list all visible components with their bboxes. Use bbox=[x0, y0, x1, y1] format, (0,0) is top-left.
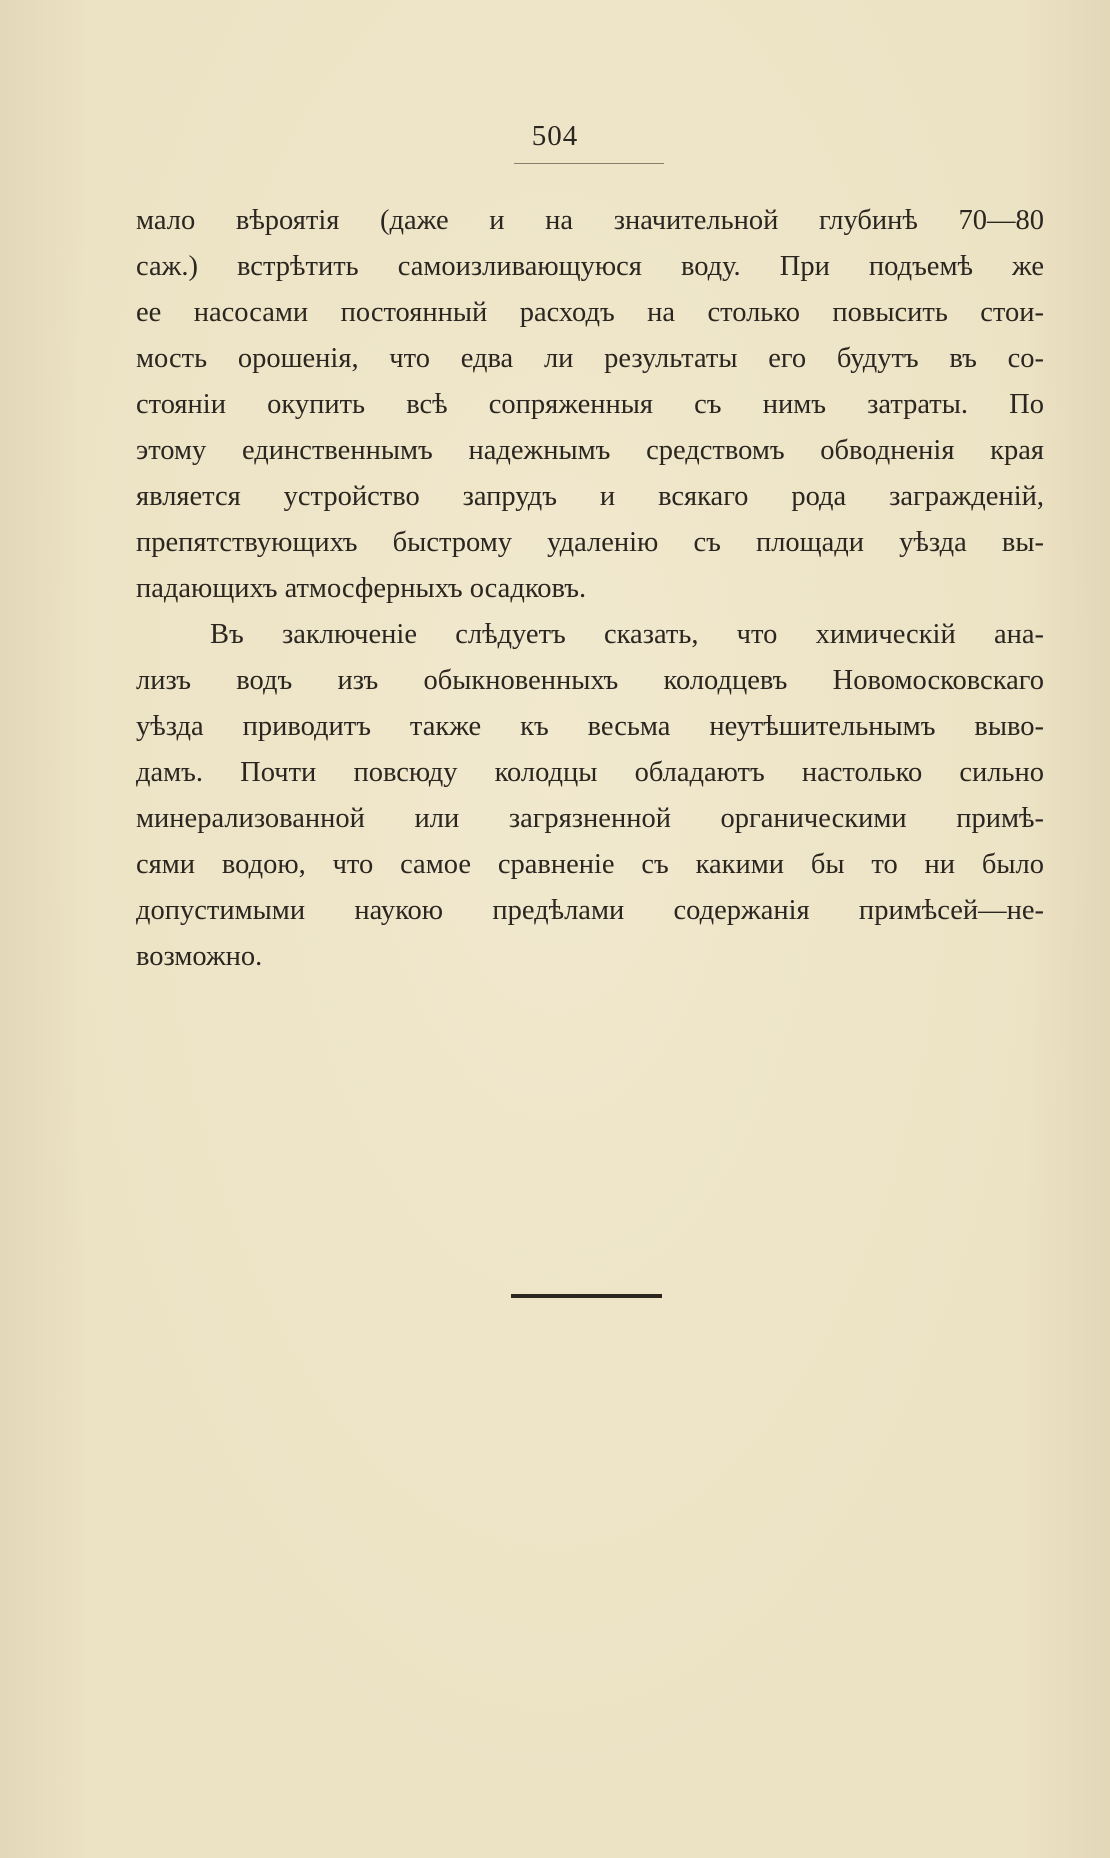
text-line: саж.) встрѣтить самоизливающуюся воду. При подъемѣ же bbox=[136, 251, 1044, 282]
text-line: возможно. bbox=[136, 941, 263, 972]
page-number-rule bbox=[514, 163, 664, 164]
body-text bbox=[136, 198, 1044, 980]
text-line: ее насосами постоянный расходъ на столько повысить стои- bbox=[136, 297, 1044, 328]
text-line: сями водою, что самое сравненіе съ какими бы то ни было bbox=[136, 849, 1044, 880]
text-line: минерализованной или загрязненной органическими примѣ- bbox=[136, 803, 1044, 834]
text-line: допустимыми наукою предѣлами содержанія примѣсей—не- bbox=[136, 895, 1044, 926]
text-line: препятствующихъ быстрому удаленію съ площади уѣзда вы- bbox=[136, 527, 1044, 558]
text-line: этому единственнымъ надежнымъ средствомъ обводненія края bbox=[136, 435, 1044, 466]
text-line: дамъ. Почти повсюду колодцы обладаютъ настолько сильно bbox=[136, 757, 1044, 788]
text-line: мало вѣроятія (даже и на значительной глубинѣ 70—80 bbox=[136, 205, 1044, 236]
text-line: мость орошенія, что едва ли результаты его будутъ въ со- bbox=[136, 343, 1044, 374]
text-line: падающихъ атмосферныхъ осадковъ. bbox=[136, 573, 587, 604]
text-line: является устройство запрудъ и всякаго рода загражденій, bbox=[136, 481, 1044, 512]
paragraph-2 bbox=[136, 612, 1044, 980]
end-rule bbox=[511, 1294, 662, 1298]
text-line: Въ заключеніе слѣдуетъ сказать, что химическій ана- bbox=[210, 619, 1044, 650]
text-line: лизъ водъ изъ обыкновенныхъ колодцевъ Новомосковскаго bbox=[136, 665, 1044, 696]
text-line: уѣзда приводитъ также къ весьма неутѣшительнымъ выво- bbox=[136, 711, 1044, 742]
page-number: 504 bbox=[531, 120, 579, 152]
text-line: стояніи окупить всѣ сопряженныя съ нимъ затраты. По bbox=[136, 389, 1044, 420]
paragraph-1 bbox=[136, 198, 1044, 612]
